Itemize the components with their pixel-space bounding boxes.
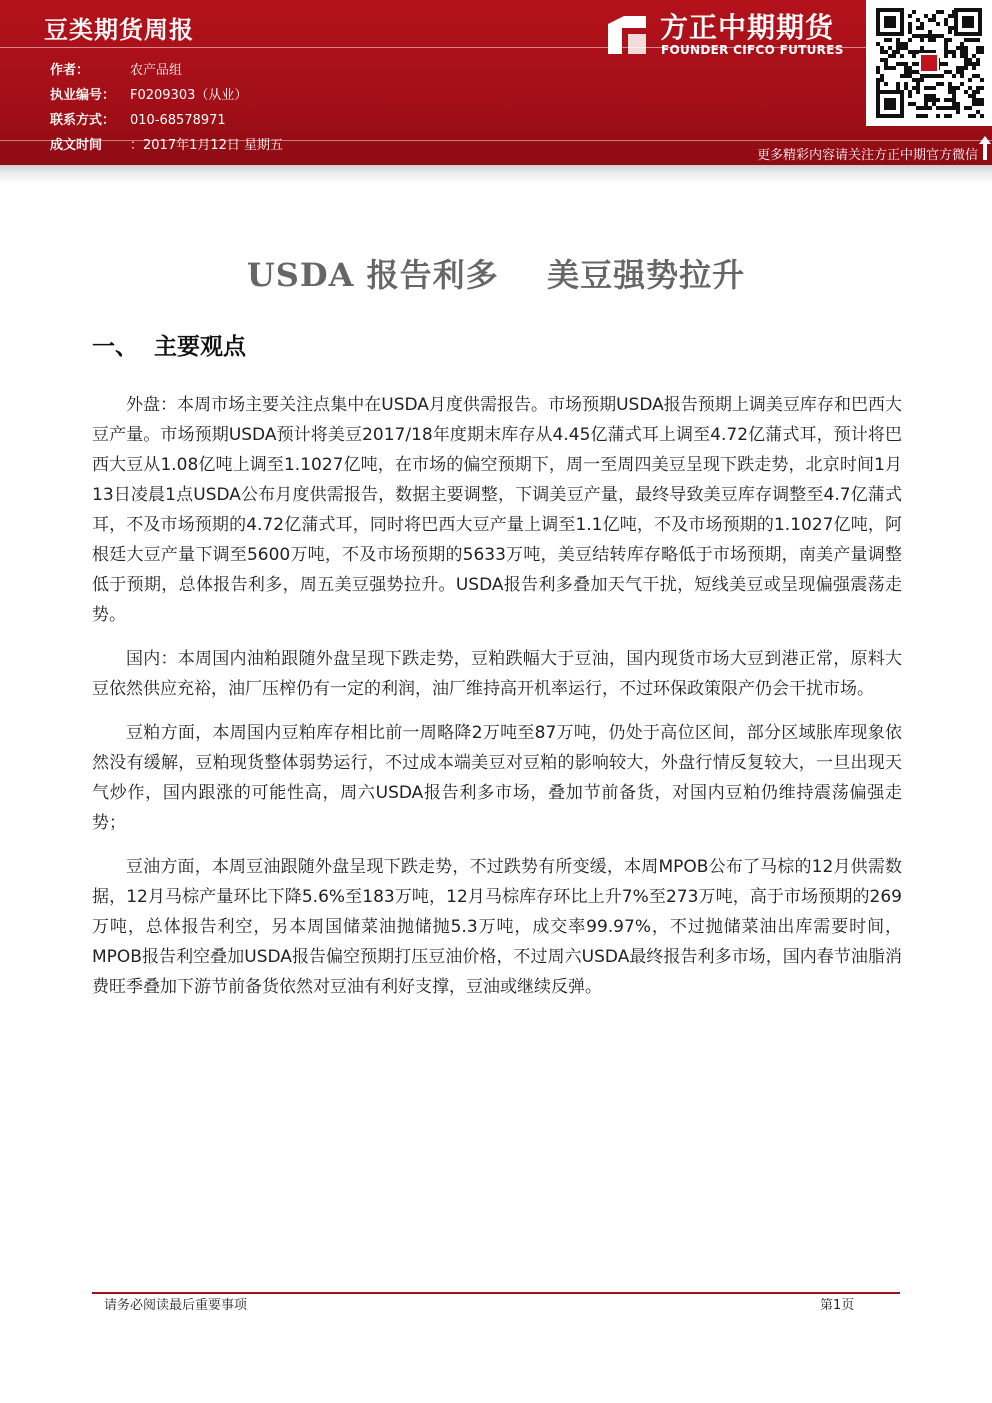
header-shadow [0,165,992,183]
report-body [92,390,902,1016]
report-title: USDA 报告利多 美豆强势拉升 [246,256,746,294]
meta-license [50,83,283,108]
header-bottom-divider [0,140,992,141]
arrow-up-icon [978,135,992,161]
meta-label: 作者： [50,63,90,78]
meta-value: F0209303（从业） [130,88,248,103]
report-meta [50,58,283,158]
footer-disclaimer-note: 请务必阅读最后重要事项 [104,1298,248,1313]
paragraph-domestic: 国内：本周国内油粕跟随外盘呈现下跌走势，豆粕跌幅大于豆油，国内现货市场大豆到港正常，原料大豆依然供应充裕，油厂压榨仍有一定的利润，油厂维持高开机率运行，不过环保政策限产仍会干扰市场。 [92,649,902,699]
logo-chinese-text: 方正中期期货 [660,11,835,44]
logo-mark-icon [604,12,650,58]
company-logo [604,6,860,62]
meta-value: 010-68578971 [130,113,226,128]
paragraph-soymeal: 豆粕方面，本周国内豆粕库存相比前一周略降2万吨至87万吨，仍处于高位区间，部分区域胀库现象依然没有缓解，豆粕现货整体弱势运行，不过成本端美豆对豆粕的影响较大，外盘行情反复较大，一旦出现天气炒作，国内跟涨的可能性高，周六USDA报告利多市场，叠加节前备货，对国内豆粕仍维持震荡偏强走势； [92,723,902,833]
meta-value: ：2017年1月12日 星期五 [130,138,284,153]
meta-label: 成文时间 [50,138,103,153]
qr-code-icon [866,0,992,126]
meta-value: 农产品组 [130,63,183,78]
page-number: 第1页 [820,1298,855,1313]
paragraph-soyoil: 豆油方面，本周豆油跟随外盘呈现下跌走势，不过跌势有所变缓，本周MPOB公布了马棕的12月供需数据，12月马棕产量环比下降5.6%至183万吨，12月马棕库存环比上升7%至273万吨，高于市场预期的269万吨，总体报告利空，另本周国储菜油抛储抛5.3万吨，成交率99.97%，不过抛储菜油出库需要时间，MPOB报告利空叠加USDA报告偏空预期打压豆油价格，不过周六USDA最终报告利多市场，国内春节油脂消费旺季叠加下游节前备货依然对豆油有利好支撑，豆油或继续反弹。 [92,857,902,997]
paragraph-overseas: 外盘：本周市场主要关注点集中在USDA月度供需报告。市场预期USDA报告预期上调美豆库存和巴西大豆产量。市场预期USDA预计将美豆2017/18年度期末库存从4.45亿蒲式耳上调至4.72亿蒲式耳，预计将巴西大豆从1.08亿吨上调至1.1027亿吨，在市场的偏空预期下，周一至周四美豆呈现下跌走势，北京时间1月13日凌晨1点USDA公布月度供需报告，数据主要调整，下调美豆产量，最终导致美豆库存调整至4.7亿蒲式耳，不及市场预期的4.72亿蒲式耳，同时将巴西大豆产量上调至1.1亿吨，不及市场预期的1.1027亿吨，阿根廷大豆产量下调至5600万吨，不及市场预期的5633万吨，美豆结转库存略低于市场预期，南美产量调整低于预期，总体报告利多，周五美豆强势拉升。USDA报告利多叠加天气干扰，短线美豆或呈现偏强震荡走势。 [92,395,902,625]
section-heading: 一、 主要观点 [92,334,247,360]
meta-label: 联系方式： [50,113,116,128]
meta-contact [50,108,283,133]
logo-english-text: FOUNDER CIFCO FUTURES [661,43,844,57]
header-band [0,0,992,165]
meta-date [50,133,283,158]
wechat-qr-code [866,0,992,126]
report-type-title: 豆类期货周报 [44,16,194,44]
wechat-follow-note: 更多精彩内容请关注方正中期官方微信 [756,148,978,163]
meta-label: 执业编号： [50,88,116,103]
meta-author [50,58,283,83]
